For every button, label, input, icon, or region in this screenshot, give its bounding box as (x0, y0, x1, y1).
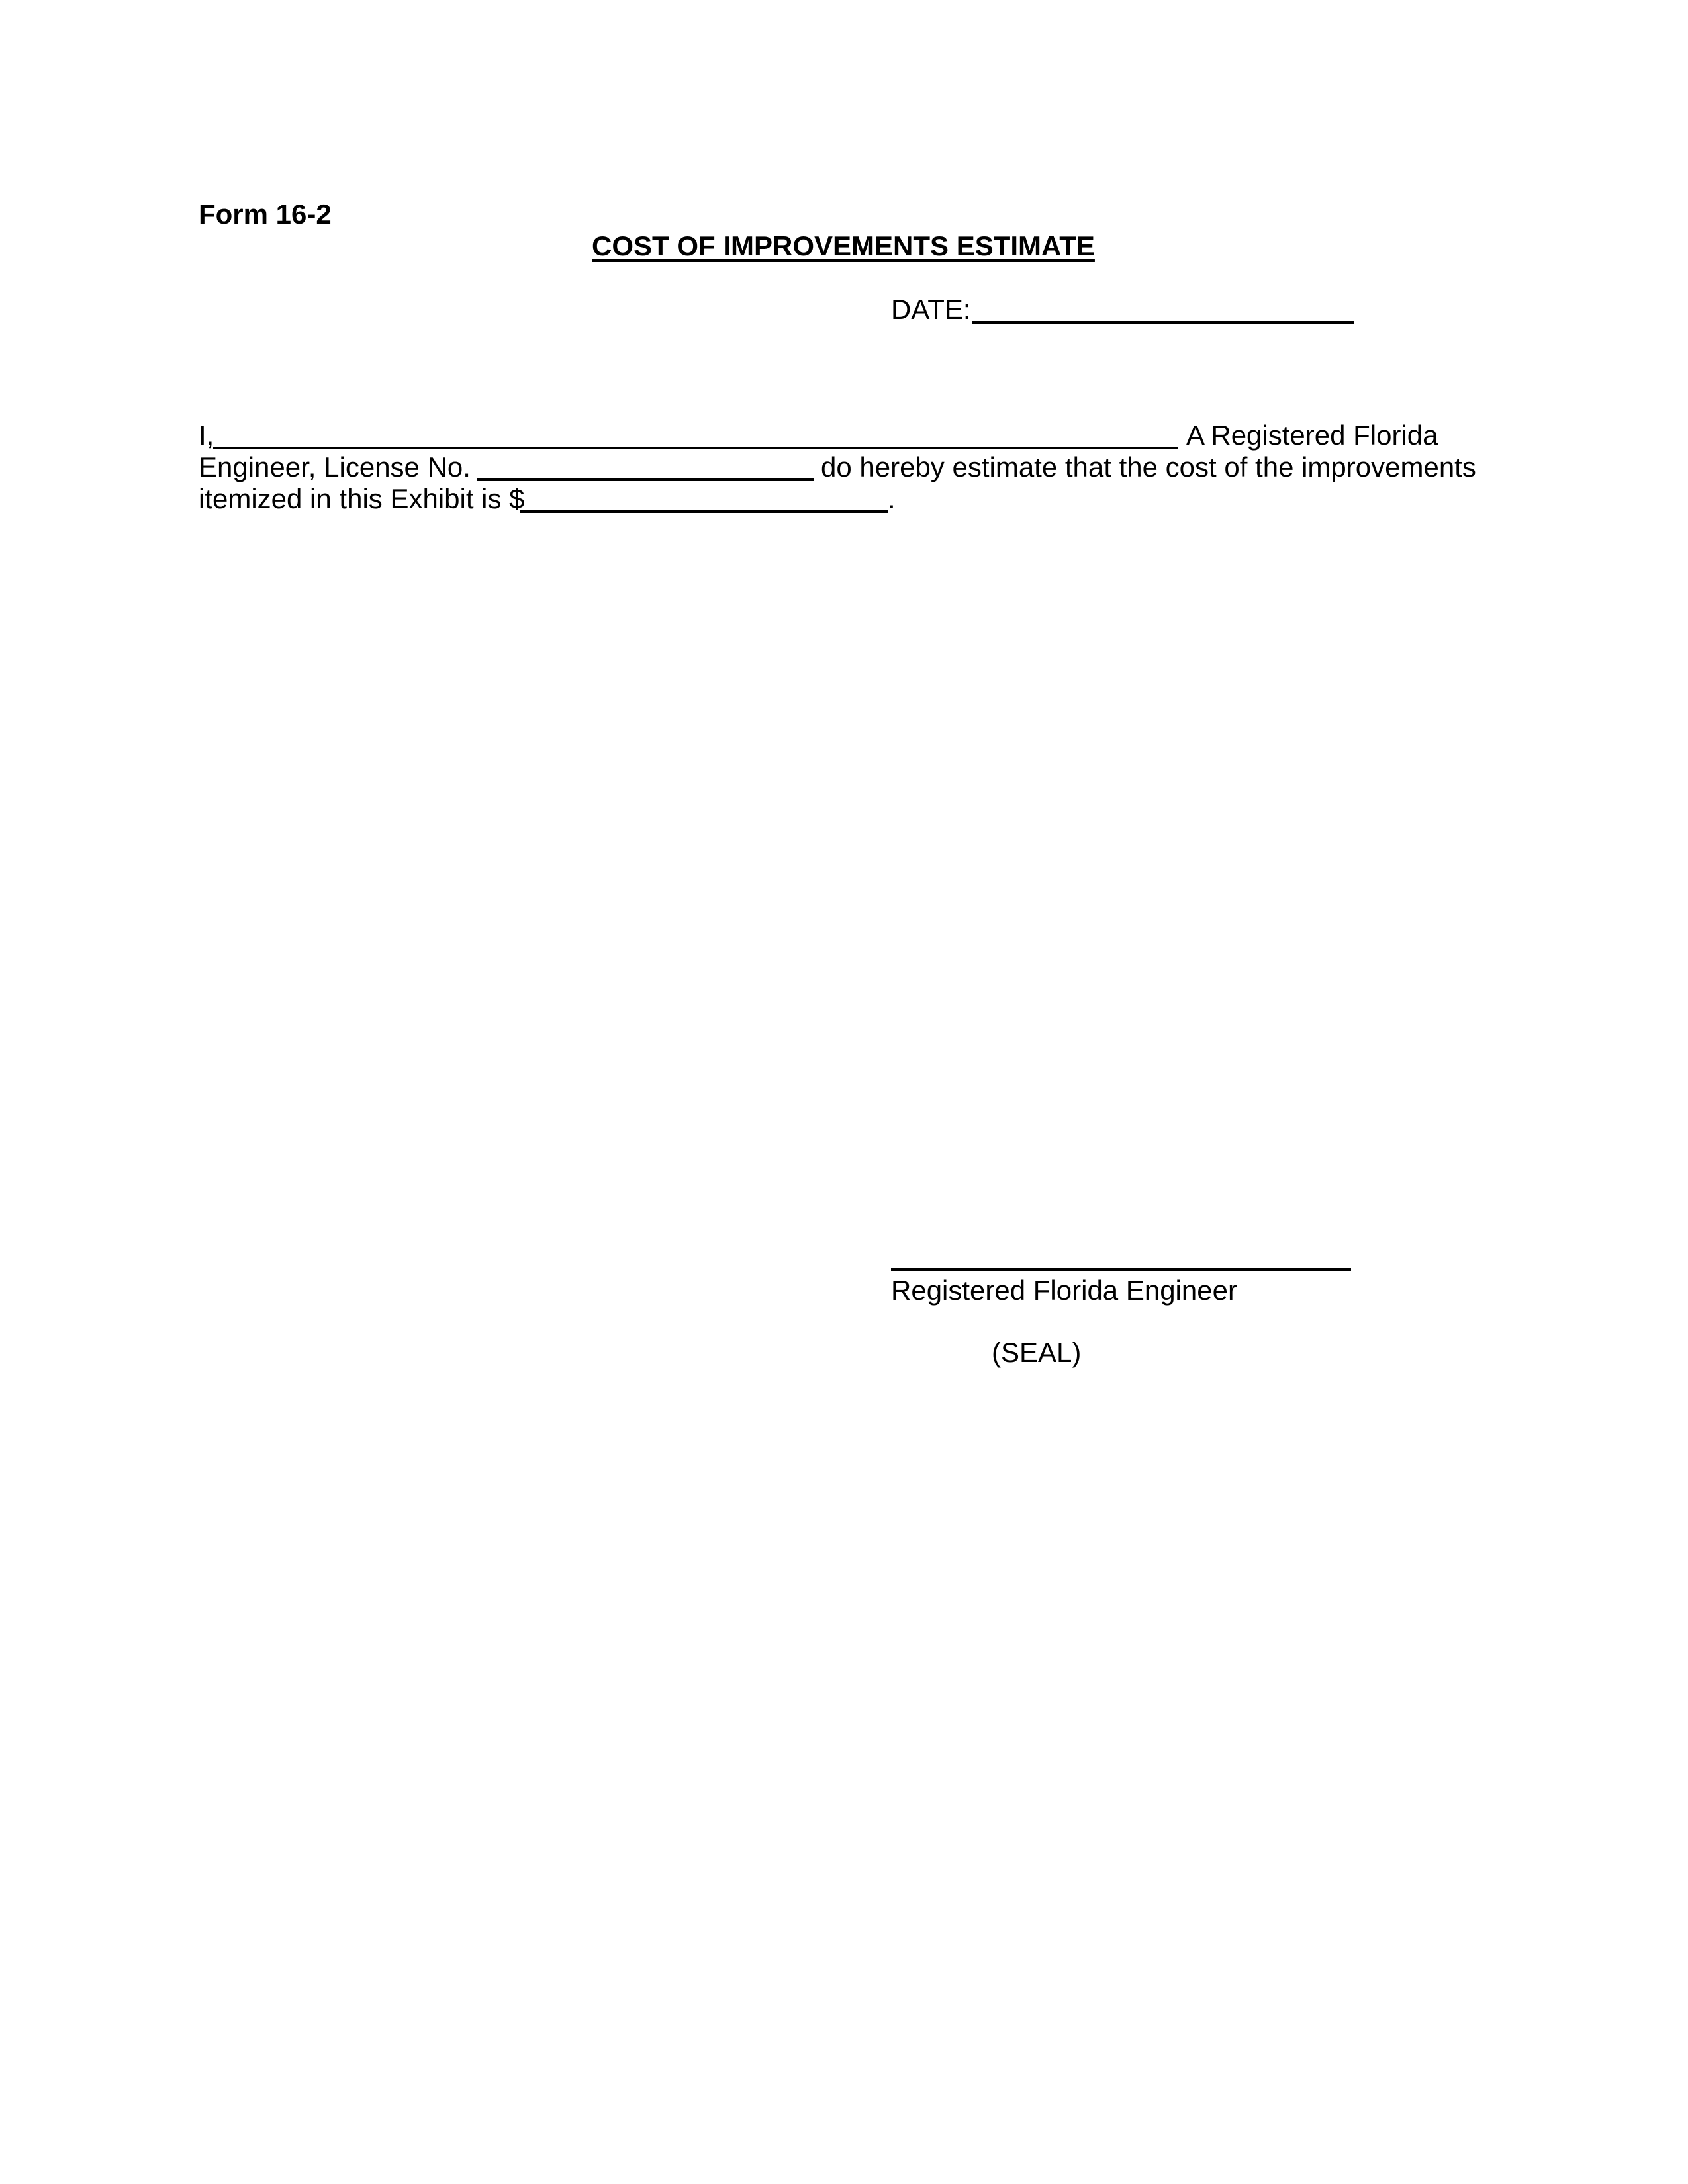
statement-estimate-text: do hereby estimate that the cost of the improvements (821, 451, 1476, 482)
date-field-line[interactable] (972, 321, 1354, 324)
engineer-name-field-line[interactable] (213, 447, 1178, 449)
cost-amount-field-line[interactable] (520, 510, 888, 513)
statement-registered-text: A Registered Florida (1186, 420, 1438, 451)
statement-license-text: Engineer, License No. (199, 451, 471, 482)
form-number: Form 16-2 (199, 199, 332, 230)
statement-period: . (888, 483, 896, 514)
signature-line[interactable] (891, 1268, 1351, 1271)
statement-prefix: I, (199, 420, 214, 451)
date-label: DATE: (891, 294, 971, 325)
seal-label: (SEAL) (992, 1337, 1082, 1368)
statement-exhibit-text: itemized in this Exhibit is $ (199, 483, 525, 514)
page-title: COST OF IMPROVEMENTS ESTIMATE (592, 230, 1095, 261)
signature-label: Registered Florida Engineer (891, 1275, 1237, 1306)
license-number-field-line[interactable] (477, 478, 814, 481)
